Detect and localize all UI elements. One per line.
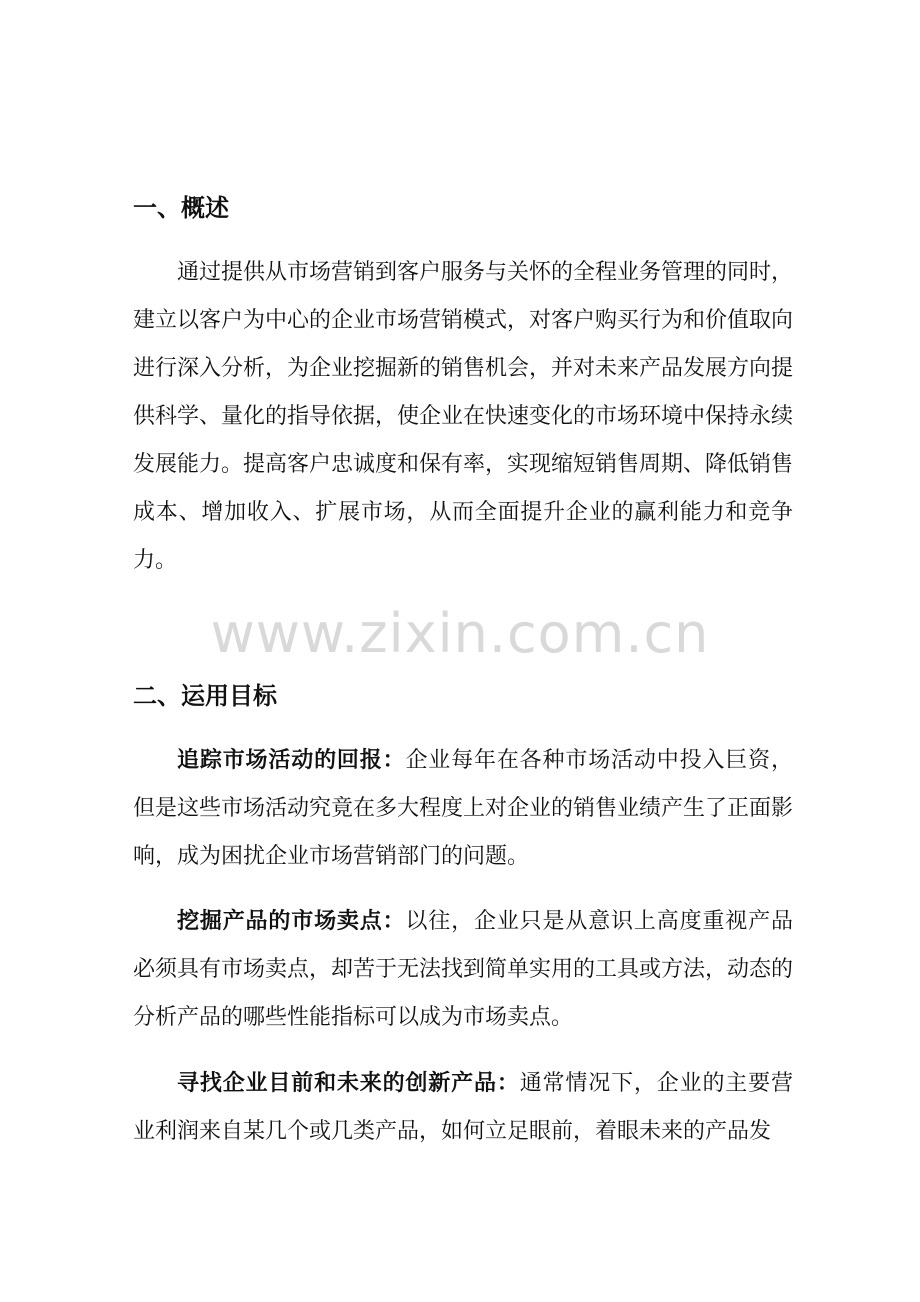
goal-item-text: 以往，企业只是从意识上高度重视产品必须具有市场卖点，却苦于无法找到简单实用的工具或方法，动态的分析产品的哪些性能指标可以成为市场卖点。 [133, 909, 794, 1030]
overview-paragraph: 通过提供从市场营销到客户服务与关怀的全程业务管理的同时，建立以客户为中心的企业市场营销模式，对客户购买行为和价值取向进行深入分析，为企业挖掘新的销售机会，并对未来产品发展方向提供科学、量化的指导依据，使企业在快速变化的市场环境中保持永续发展能力。提高客户忠诚度和保有率，实现缩短销售周期、降低销售成本、增加收入、扩展市场，从而全面提升企业的赢利能力和竞争力。 [133, 260, 794, 573]
goal-item-lead: 挖掘产品的市场卖点： [177, 909, 406, 934]
goal-item-text: 企业每年在各种市场活动中投入巨资，但是这些市场活动究竟在多大程度上对企业的销售业绩产生了正面影响，成为困扰企业市场营销部门的问题。 [133, 748, 794, 869]
section-heading-goals: 二、运用目标 [133, 682, 277, 710]
watermark: www.zixin.com.cn [210, 602, 710, 665]
goal-item-text: 通常情况下，企业的主要营业利润来自某几个或几类产品，如何立足眼前，着眼未来的产品发 [133, 1071, 793, 1144]
section-heading-overview: 一、概述 [133, 194, 229, 222]
goal-item-paragraph [133, 898, 793, 1042]
goal-item-lead: 追踪市场活动的回报： [177, 748, 406, 773]
goal-item-paragraph [133, 1060, 793, 1156]
goal-item-paragraph [133, 737, 793, 881]
goal-item-lead: 寻找企业目前和未来的创新产品： [177, 1071, 520, 1096]
